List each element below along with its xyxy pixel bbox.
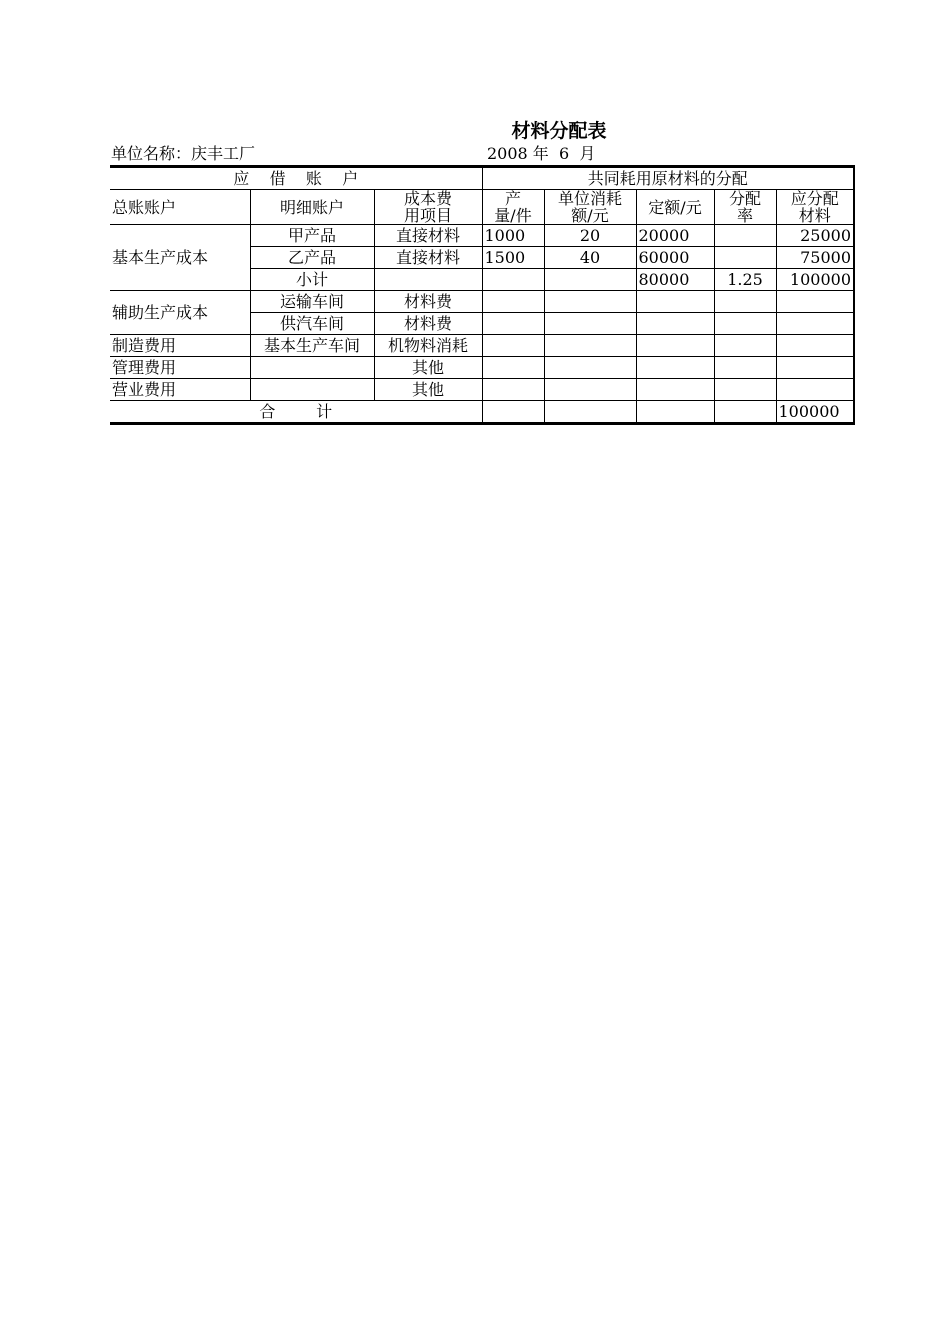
rate-cell [714, 291, 776, 313]
allocated-cell: 25000 [776, 225, 854, 247]
cost-item-header-line2: 用项目 [403, 206, 452, 225]
cost-item: 机物料消耗 [374, 335, 482, 357]
allocation-table [110, 165, 855, 425]
detail-account: 乙产品 [250, 247, 374, 269]
detail-account [250, 357, 374, 379]
unit-consumption-header-line2: 额/元 [571, 206, 609, 225]
quota-cell [636, 379, 714, 401]
cost-item: 直接材料 [374, 225, 482, 247]
unit-consumption-header-line1: 单位消耗 [557, 189, 622, 208]
rate-cell [714, 357, 776, 379]
rate-cell [714, 379, 776, 401]
total-label: 合 计 [110, 401, 482, 424]
total-row [110, 401, 854, 424]
allocated-cell: 100000 [776, 269, 854, 291]
cost-item-header [374, 190, 482, 225]
detail-account: 甲产品 [250, 225, 374, 247]
report-date: 2008 年 6 月 [487, 144, 596, 163]
output-header [482, 190, 544, 225]
unit-consumption-cell: 40 [544, 247, 636, 269]
total-allocated-cell: 100000 [776, 401, 854, 424]
output-cell [482, 291, 544, 313]
cost-item: 其他 [374, 379, 482, 401]
table-row [110, 335, 854, 357]
unit-consumption-cell [544, 401, 636, 424]
unit-consumption-cell [544, 313, 636, 335]
unit-consumption-cell [544, 335, 636, 357]
rate-header [714, 190, 776, 225]
detail-account: 运输车间 [250, 291, 374, 313]
output-cell: 1500 [482, 247, 544, 269]
unit-consumption-cell [544, 357, 636, 379]
detail-account: 供汽车间 [250, 313, 374, 335]
header-row-2 [110, 190, 854, 225]
rate-cell [714, 247, 776, 269]
quota-cell: 60000 [636, 247, 714, 269]
allocated-cell [776, 291, 854, 313]
unit-consumption-cell [544, 269, 636, 291]
detail-account: 小计 [250, 269, 374, 291]
rate-header-line1: 分配 [728, 189, 761, 208]
cost-item-header-line1: 成本费 [403, 189, 452, 208]
rate-cell [714, 401, 776, 424]
cost-item: 材料费 [374, 291, 482, 313]
unit-name-line [111, 144, 255, 164]
quota-cell [636, 291, 714, 313]
rate-cell [714, 335, 776, 357]
quota-cell [636, 335, 714, 357]
quota-header: 定额/元 [636, 190, 714, 225]
general-account-header: 总账账户 [110, 190, 250, 225]
unit-consumption-cell [544, 379, 636, 401]
output-cell: 1000 [482, 225, 544, 247]
allocated-header-line1: 应分配 [790, 189, 839, 208]
allocated-header [776, 190, 854, 225]
unit-name: 庆丰工厂 [191, 144, 256, 163]
quota-cell: 80000 [636, 269, 714, 291]
table-row [110, 379, 854, 401]
unit-consumption-header [544, 190, 636, 225]
quota-cell [636, 357, 714, 379]
general-account: 制造费用 [110, 335, 250, 357]
unit-label: 单位名称： [111, 144, 192, 163]
allocated-cell: 75000 [776, 247, 854, 269]
allocated-cell [776, 357, 854, 379]
quota-cell [636, 401, 714, 424]
output-header-line2: 量/件 [494, 206, 532, 225]
output-cell [482, 401, 544, 424]
allocated-header-line2: 材料 [798, 206, 831, 225]
unit-consumption-cell [544, 291, 636, 313]
detail-account-header: 明细账户 [250, 190, 374, 225]
output-cell [482, 379, 544, 401]
general-account: 营业费用 [110, 379, 250, 401]
rate-cell [714, 313, 776, 335]
allocated-cell [776, 313, 854, 335]
cost-item: 材料费 [374, 313, 482, 335]
output-header-line1: 产 [504, 189, 521, 208]
quota-cell: 20000 [636, 225, 714, 247]
detail-account [250, 379, 374, 401]
unit-consumption-cell: 20 [544, 225, 636, 247]
output-cell [482, 313, 544, 335]
rate-cell [714, 225, 776, 247]
quota-cell [636, 313, 714, 335]
shared-allocation-header: 共同耗用原材料的分配 [482, 167, 854, 190]
header-row-1 [110, 167, 854, 190]
output-cell [482, 269, 544, 291]
output-cell [482, 357, 544, 379]
detail-account: 基本生产车间 [250, 335, 374, 357]
general-account: 管理费用 [110, 357, 250, 379]
cost-item [374, 269, 482, 291]
allocated-cell [776, 379, 854, 401]
table-row [110, 357, 854, 379]
output-cell [482, 335, 544, 357]
cost-item: 其他 [374, 357, 482, 379]
general-account-aux: 辅助生产成本 [110, 291, 250, 335]
rate-header-line2: 率 [736, 206, 753, 225]
cost-item: 直接材料 [374, 247, 482, 269]
table-row [110, 291, 854, 313]
debit-accounts-header: 应 借 账 户 [110, 167, 482, 190]
page-title: 材料分配表 [511, 120, 607, 142]
rate-cell: 1.25 [714, 269, 776, 291]
general-account-basic: 基本生产成本 [110, 225, 250, 291]
allocated-cell [776, 335, 854, 357]
table-row [110, 225, 854, 247]
